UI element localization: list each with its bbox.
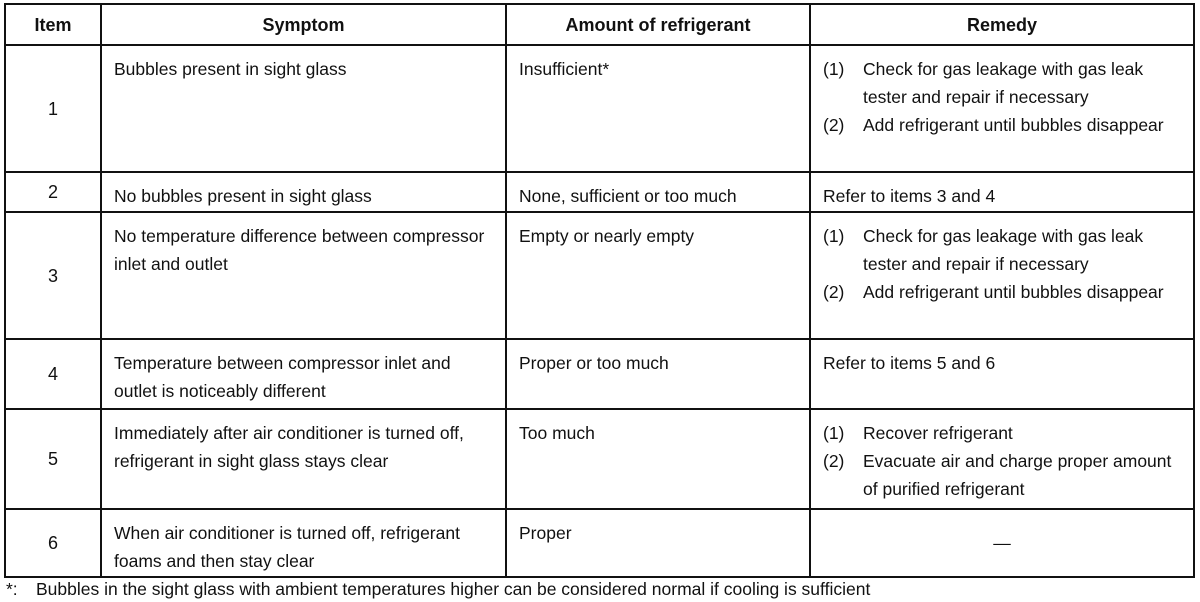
amount-cell: None, sufficient or too much — [506, 172, 810, 212]
column-header-amount: Amount of refrigerant — [506, 4, 810, 45]
remedy-step-number: (1) — [823, 59, 845, 79]
footnote-marker: *: — [6, 579, 18, 599]
remedy-step-text: Evacuate air and charge proper amount of purified refrigerant — [863, 451, 1172, 499]
remedy-step — [823, 55, 1183, 111]
table-row — [5, 212, 1194, 339]
amount-cell: Proper or too much — [506, 339, 810, 409]
item-number: 2 — [5, 172, 101, 212]
remedy-cell: Refer to items 3 and 4 — [810, 172, 1194, 212]
table-row — [5, 409, 1194, 509]
remedy-step — [823, 419, 1183, 447]
remedy-step-text: Add refrigerant until bubbles disappear — [863, 115, 1164, 135]
diagnosis-table — [4, 3, 1195, 578]
table-header-row — [5, 4, 1194, 45]
amount-cell: Insufficient* — [506, 45, 810, 172]
amount-cell: Too much — [506, 409, 810, 509]
remedy-step-number: (1) — [823, 226, 845, 246]
symptom-cell: Temperature between compressor inlet and outlet is noticeably different — [101, 339, 506, 409]
remedy-step-number: (2) — [823, 282, 845, 302]
table-row — [5, 45, 1194, 172]
amount-cell: Proper — [506, 509, 810, 577]
item-number: 4 — [5, 339, 101, 409]
symptom-cell: When air conditioner is turned off, refrigerant foams and then stay clear — [101, 509, 506, 577]
footnote — [6, 577, 870, 601]
remedy-steps — [823, 55, 1183, 139]
footnote-text: Bubbles in the sight glass with ambient temperatures higher can be considered normal if cooling is sufficient — [36, 579, 871, 599]
remedy-cell: Refer to items 5 and 6 — [810, 339, 1194, 409]
item-number: 1 — [5, 45, 101, 172]
remedy-step — [823, 222, 1183, 278]
column-header-item: Item — [5, 4, 101, 45]
no-remedy-dash: — — [993, 533, 1011, 553]
item-number: 5 — [5, 409, 101, 509]
table-row — [5, 339, 1194, 409]
remedy-step — [823, 447, 1183, 503]
column-header-remedy: Remedy — [810, 4, 1194, 45]
remedy-cell — [810, 509, 1194, 577]
remedy-cell — [810, 409, 1194, 509]
remedy-step-number: (2) — [823, 451, 845, 471]
symptom-cell: No bubbles present in sight glass — [101, 172, 506, 212]
remedy-step-text: Recover refrigerant — [863, 423, 1013, 443]
amount-cell: Empty or nearly empty — [506, 212, 810, 339]
remedy-step — [823, 111, 1183, 139]
remedy-step-number: (1) — [823, 423, 845, 443]
remedy-step — [823, 278, 1183, 306]
remedy-steps — [823, 419, 1183, 503]
item-number: 3 — [5, 212, 101, 339]
table-row — [5, 509, 1194, 577]
symptom-cell: Bubbles present in sight glass — [101, 45, 506, 172]
remedy-steps — [823, 222, 1183, 306]
remedy-step-number: (2) — [823, 115, 845, 135]
column-header-symptom: Symptom — [101, 4, 506, 45]
remedy-step-text: Check for gas leakage with gas leak tester and repair if necessary — [863, 59, 1144, 107]
table-row — [5, 172, 1194, 212]
remedy-cell — [810, 45, 1194, 172]
remedy-step-text: Check for gas leakage with gas leak tester and repair if necessary — [863, 226, 1144, 274]
remedy-step-text: Add refrigerant until bubbles disappear — [863, 282, 1164, 302]
symptom-cell: Immediately after air conditioner is turned off, refrigerant in sight glass stays clear — [101, 409, 506, 509]
symptom-cell: No temperature difference between compressor inlet and outlet — [101, 212, 506, 339]
remedy-cell — [810, 212, 1194, 339]
item-number: 6 — [5, 509, 101, 577]
